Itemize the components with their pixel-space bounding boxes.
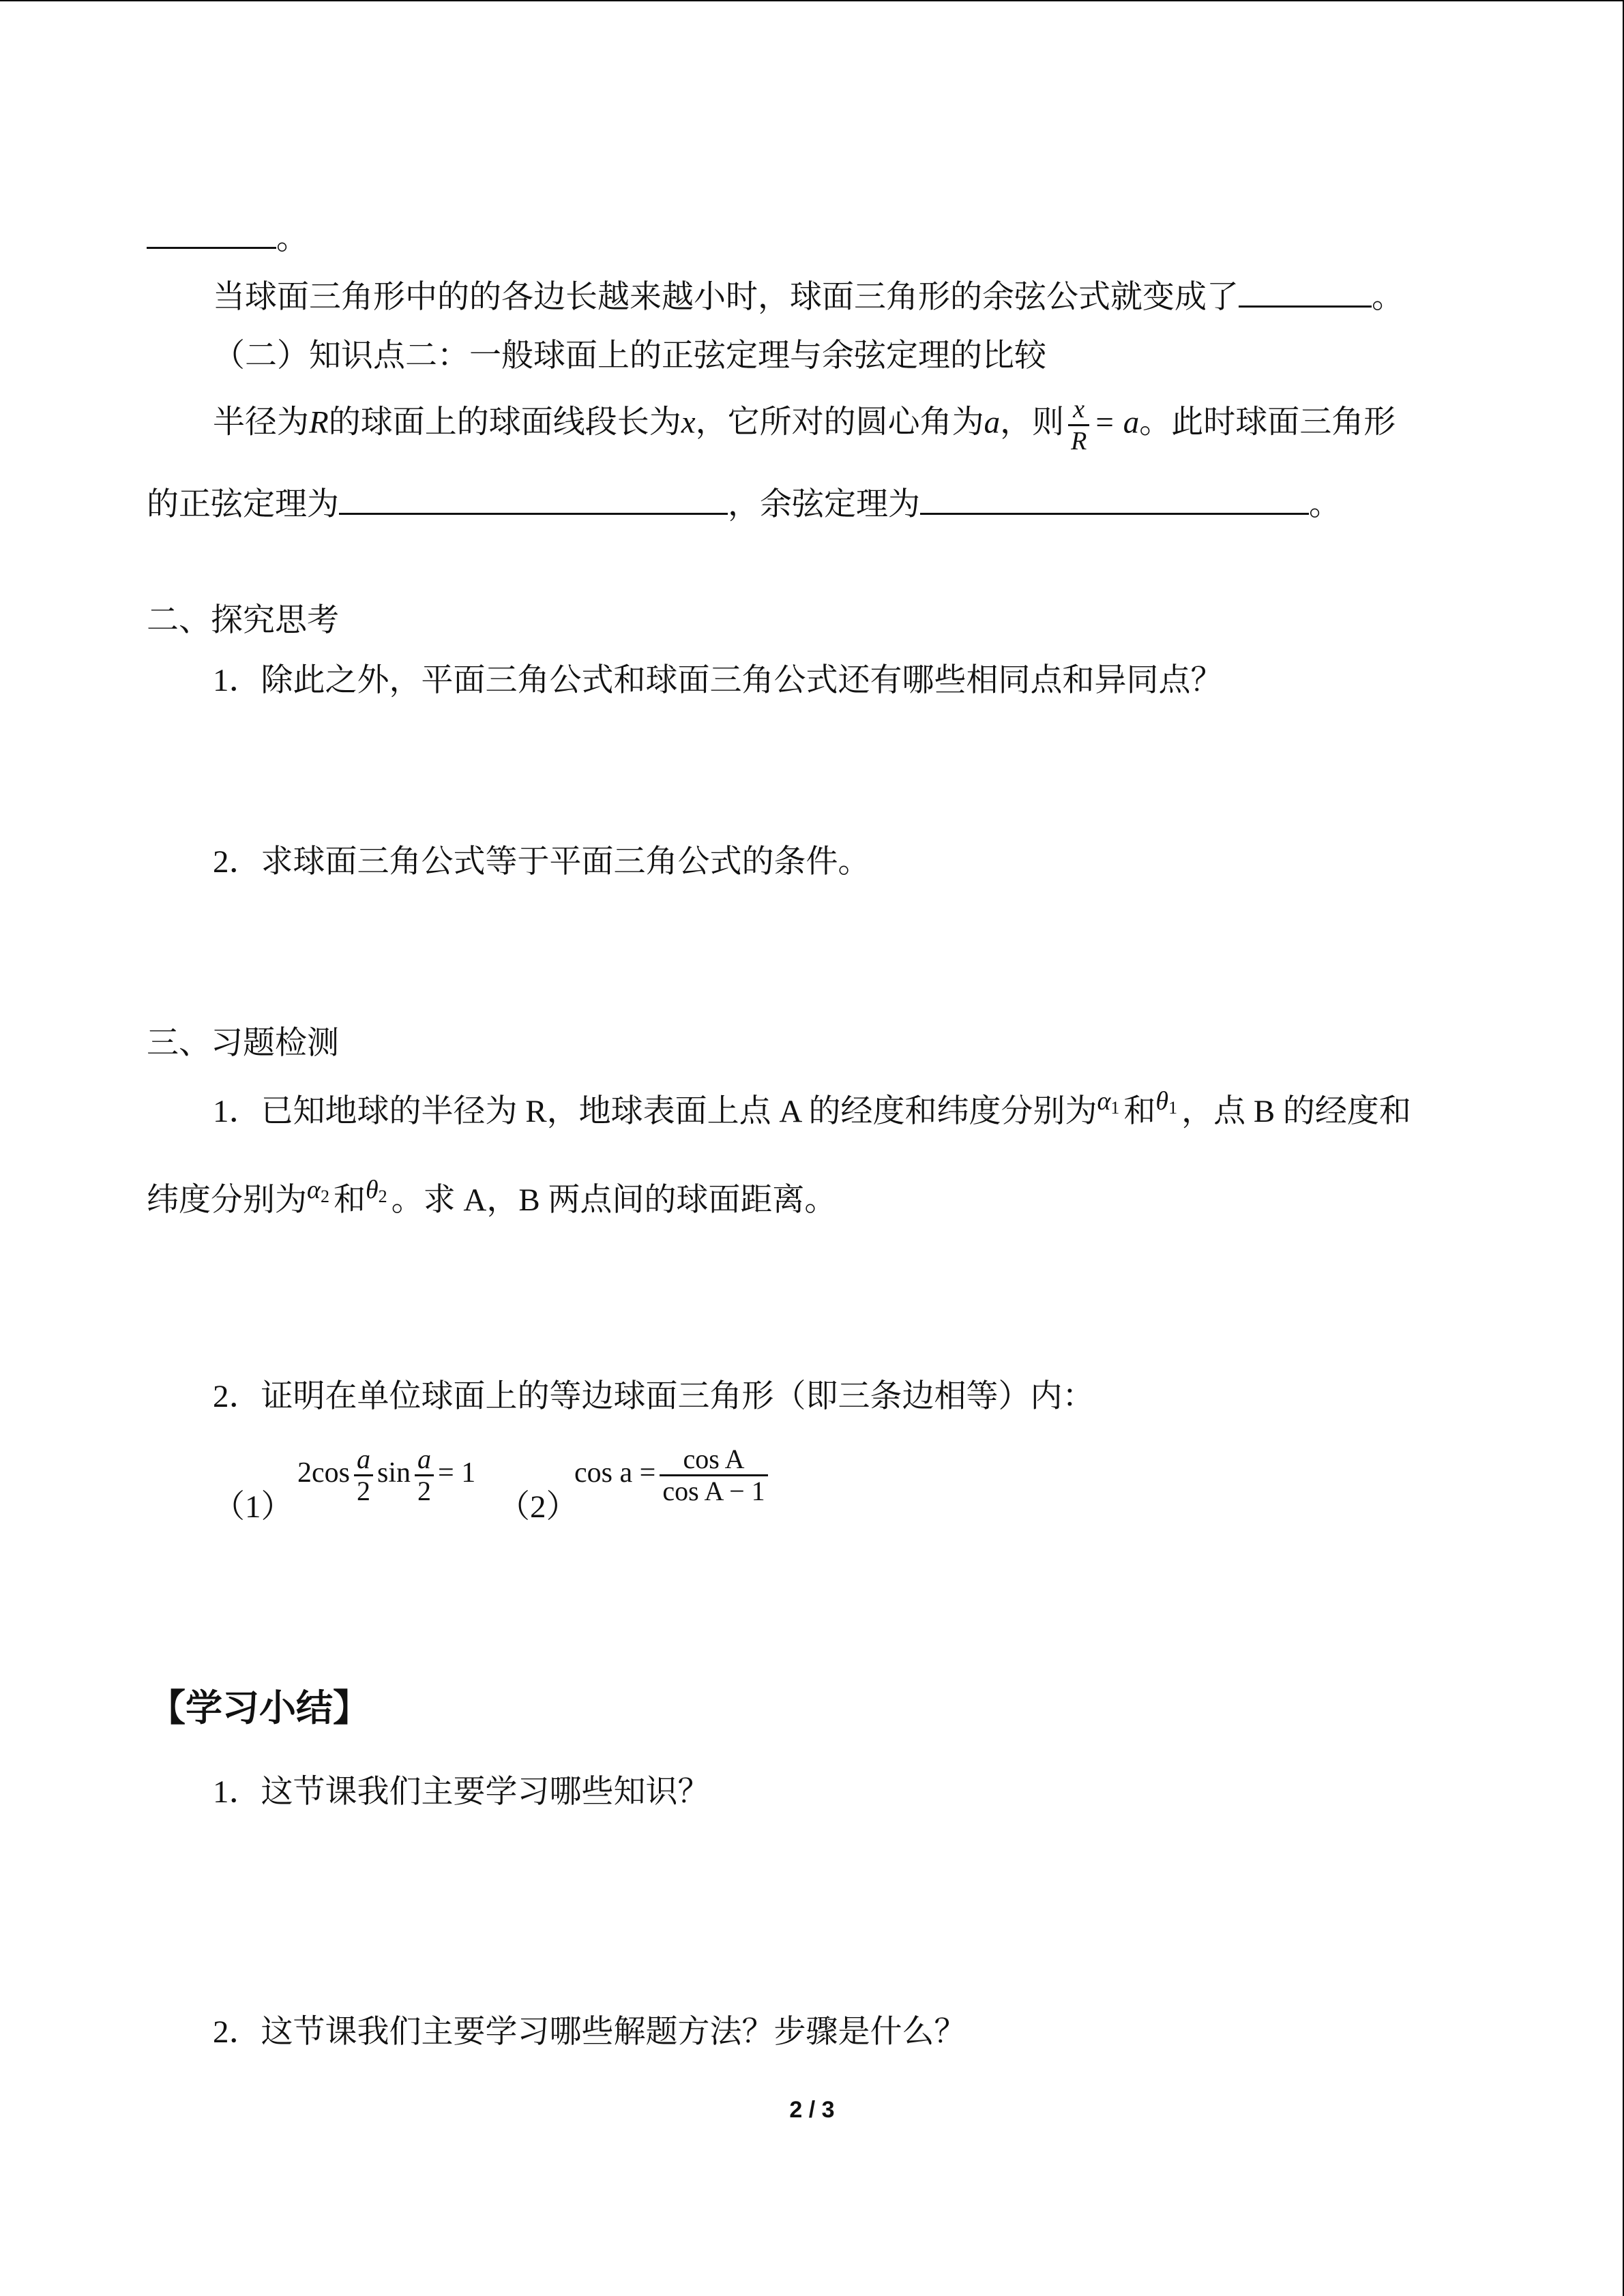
section2-question-2: 2．求球面三角公式等于平面三角公式的条件。 bbox=[213, 844, 870, 880]
page-number: 2 / 3 bbox=[789, 2097, 835, 2123]
exercise-2-text: 2．证明在单位球面上的等边球面三角形（即三条边相等）内： bbox=[213, 1379, 1095, 1414]
eq1-label: （1） bbox=[213, 1489, 293, 1525]
kp2-sentence: 半径为R的球面上的球面线段长为x，它所对的圆心角为a，则 $\frac{x}{R}$ = a。此时球面三角形 bbox=[213, 395, 1396, 456]
section2-title: 二、探究思考 bbox=[147, 603, 339, 638]
kp2-theorems-line: 的正弦定理为 ，余弦定理为 。 bbox=[147, 483, 1341, 525]
section2-question-1: 1．除此之外，平面三角公式和球面三角公式还有哪些相同点和异同点？ bbox=[213, 663, 1223, 698]
exercise-1-line-2: 纬度分别为$^{\alpha 2}$ 和$^{\theta 2}$ 。求 A，B 两点间的球面距离。 bbox=[147, 1176, 837, 1218]
fill-blank-line: 。 bbox=[147, 217, 308, 259]
section3-title: 三、习题检测 bbox=[147, 1026, 339, 1061]
summary-question-1: 1．这节课我们主要学习哪些知识？ bbox=[213, 1774, 710, 1810]
equation-1: 2cos $\frac{a}{2}$ sin $\frac{a}{2}$ = 1 bbox=[297, 1444, 476, 1506]
equation-2: cos a = $\frac{\text{cos A}}{\text{cos A − 1}}$ bbox=[574, 1444, 772, 1506]
answer-blank bbox=[147, 217, 276, 249]
sine-theorem-blank bbox=[339, 483, 728, 515]
cosine-theorem-blank bbox=[920, 483, 1309, 515]
x-over-r-fraction: $\frac{x}{R}$ bbox=[1068, 394, 1089, 456]
exercise-1-line-1: 1．已知地球的半径为 R，地球表面上点 A 的经度和纬度分别为$^{\alpha 1}$ 和$^{\theta 1}$ ，点 B 的经度和 bbox=[213, 1087, 1411, 1129]
answer-blank bbox=[1239, 275, 1372, 308]
limit-sentence: 当球面三角形中的的各边长越来越小时，球面三角形的余弦公式就变成了 。 bbox=[213, 275, 1404, 318]
eq2-label: （2） bbox=[498, 1489, 578, 1525]
kp2-title: （二）知识点二：一般球面上的正弦定理与余弦定理的比较 bbox=[213, 338, 1046, 374]
summary-question-2: 2．这节课我们主要学习哪些解题方法？步骤是什么？ bbox=[213, 2014, 966, 2050]
summary-heading: 【学习小结】 bbox=[149, 1686, 370, 1729]
